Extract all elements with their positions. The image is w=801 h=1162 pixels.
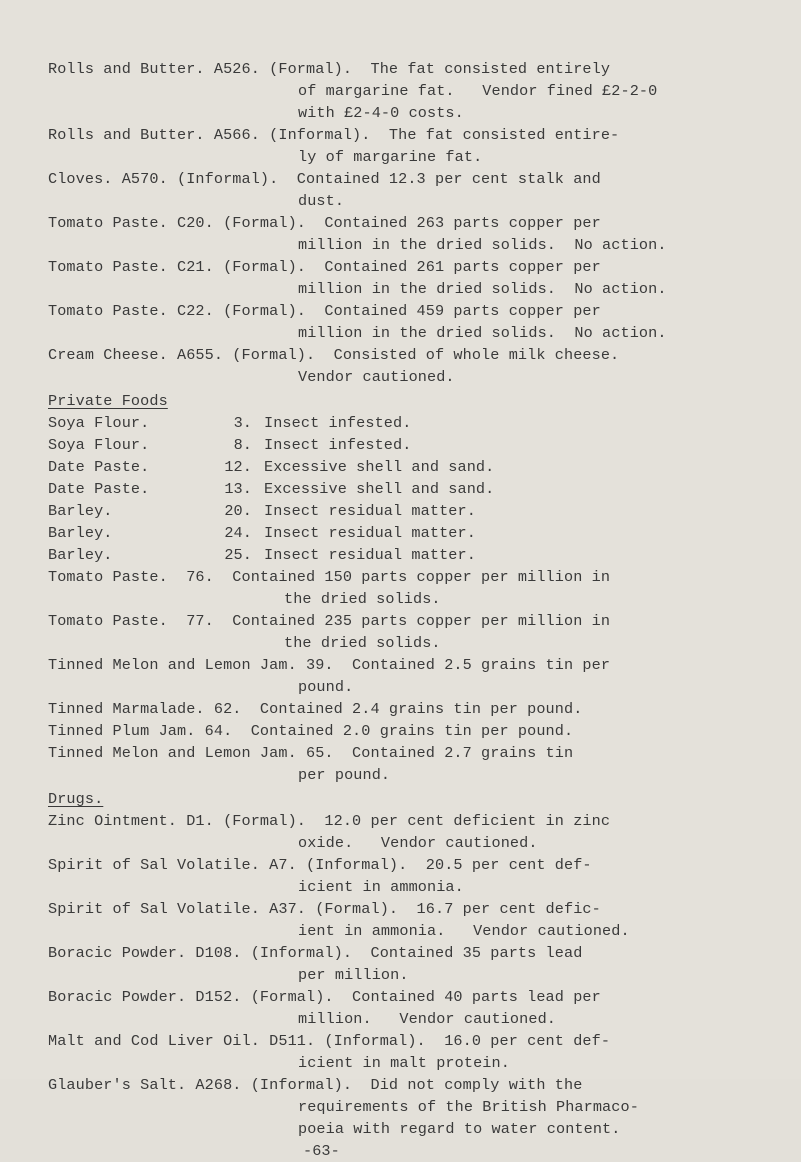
entry-rolls-butter-a526: [48, 58, 768, 124]
entry-first-line: Tomato Paste. C22. (Formal). Contained 459 parts copper per: [48, 302, 601, 320]
private-food-row: [48, 544, 768, 566]
private-food-row: [48, 412, 768, 434]
entry-malt-cod-liver-oil-d511: [48, 1030, 768, 1074]
private-food-row: [48, 456, 768, 478]
entry-sal-volatile-a37: [48, 898, 768, 942]
section-heading-drugs: Drugs.: [48, 790, 104, 808]
entry-tomato-paste-c20: [48, 212, 768, 256]
food-name: Date Paste.: [48, 480, 150, 498]
page-number: -63-: [303, 1142, 340, 1160]
private-food-row: [48, 478, 768, 500]
result-text: Excessive shell and sand.: [264, 480, 495, 498]
entry-first-line: Cream Cheese. A655. (Formal). Consisted of whole milk cheese.: [48, 346, 620, 364]
document-body: [48, 58, 768, 1162]
result-text: Insect residual matter.: [264, 524, 476, 542]
private-food-row: [48, 500, 768, 522]
entry-first-line: Tomato Paste. 77. Contained 235 parts copper per million in: [48, 612, 611, 630]
entry-first-line: Spirit of Sal Volatile. A7. (Informal). 20.5 per cent def-: [48, 856, 592, 874]
sample-number: 12.: [224, 458, 252, 476]
entry-cloves-a570: [48, 168, 768, 212]
private-foods-section: [48, 388, 768, 786]
sample-number: 13.: [224, 480, 252, 498]
entry-first-line: Rolls and Butter. A566. (Informal). The fat consisted entire-: [48, 126, 620, 144]
entry-first-line: Boracic Powder. D108. (Informal). Contained 35 parts lead: [48, 944, 583, 962]
entry-continuation: with £2-4-0 costs.: [298, 104, 464, 122]
entry-rolls-butter-a566: [48, 124, 768, 168]
entry-plum-jam-64: [48, 720, 768, 742]
sample-number: 25.: [224, 546, 252, 564]
entry-continuation: icient in malt protein.: [298, 1054, 510, 1072]
entry-melon-lemon-jam-39: [48, 654, 768, 698]
result-text: Excessive shell and sand.: [264, 458, 495, 476]
entry-first-line: Tinned Melon and Lemon Jam. 39. Contained 2.5 grains tin per: [48, 656, 611, 674]
entry-tomato-paste-77: [48, 610, 768, 654]
entry-continuation: Vendor cautioned.: [298, 368, 455, 386]
section-heading-private-foods: Private Foods: [48, 392, 168, 410]
food-name: Barley.: [48, 524, 113, 542]
sample-number: 3.: [233, 414, 252, 432]
entry-boracic-powder-d152: [48, 986, 768, 1030]
sample-number: 8.: [233, 436, 252, 454]
entry-first-line: Tinned Plum Jam. 64. Contained 2.0 grains tin per pound.: [48, 722, 574, 740]
sample-number: 20.: [224, 502, 252, 520]
entry-first-line: Tinned Marmalade. 62. Contained 2.4 grains tin per pound.: [48, 700, 583, 718]
entry-zinc-ointment-d1: [48, 810, 768, 854]
entry-first-line: Zinc Ointment. D1. (Formal). 12.0 per cent deficient in zinc: [48, 812, 611, 830]
food-name: Barley.: [48, 546, 113, 564]
entry-continuation: the dried solids.: [284, 634, 441, 652]
entry-continuation: million in the dried solids. No action.: [298, 280, 667, 298]
entry-tomato-paste-76: [48, 566, 768, 610]
entry-glaubers-salt-a268: [48, 1074, 768, 1140]
result-text: Insect residual matter.: [264, 546, 476, 564]
entry-melon-lemon-jam-65: [48, 742, 768, 786]
entry-first-line: Tinned Melon and Lemon Jam. 65. Contained 2.7 grains tin: [48, 744, 574, 762]
entry-continuation: pound.: [298, 678, 354, 696]
entry-continuation: icient in ammonia.: [298, 878, 464, 896]
entry-first-line: Tomato Paste. C21. (Formal). Contained 261 parts copper per: [48, 258, 601, 276]
entry-continuation: oxide. Vendor cautioned.: [298, 834, 538, 852]
entry-boracic-powder-d108: [48, 942, 768, 986]
entry-continuation: poeia with regard to water content.: [298, 1120, 621, 1138]
entry-first-line: Malt and Cod Liver Oil. D511. (Informal). 16.0 per cent def-: [48, 1032, 611, 1050]
food-name: Date Paste.: [48, 458, 150, 476]
entry-continuation: per pound.: [298, 766, 391, 784]
entry-tomato-paste-c22: [48, 300, 768, 344]
entry-first-line: Boracic Powder. D152. (Formal). Contained 40 parts lead per: [48, 988, 601, 1006]
result-text: Insect residual matter.: [264, 502, 476, 520]
food-name: Barley.: [48, 502, 113, 520]
entry-cream-cheese-a655: [48, 344, 768, 388]
entry-first-line: Glauber's Salt. A268. (Informal). Did not comply with the: [48, 1076, 583, 1094]
entry-sal-volatile-a7: [48, 854, 768, 898]
entry-first-line: Spirit of Sal Volatile. A37. (Formal). 16.7 per cent defic-: [48, 900, 601, 918]
entry-continuation: of margarine fat. Vendor fined £2-2-0: [298, 82, 658, 100]
entry-continuation: million in the dried solids. No action.: [298, 324, 667, 342]
entry-continuation: million. Vendor cautioned.: [298, 1010, 556, 1028]
entry-first-line: Rolls and Butter. A526. (Formal). The fat consisted entirely: [48, 60, 611, 78]
private-food-row: [48, 434, 768, 456]
entry-first-line: Tomato Paste. C20. (Formal). Contained 263 parts copper per: [48, 214, 601, 232]
entry-continuation: requirements of the British Pharmaco-: [298, 1098, 639, 1116]
entry-continuation: million in the dried solids. No action.: [298, 236, 667, 254]
entry-continuation: per million.: [298, 966, 409, 984]
entry-continuation: dust.: [298, 192, 345, 210]
food-name: Soya Flour.: [48, 414, 150, 432]
entry-continuation: ient in ammonia. Vendor cautioned.: [298, 922, 630, 940]
result-text: Insect infested.: [264, 436, 412, 454]
entry-continuation: ly of margarine fat.: [298, 148, 483, 166]
drugs-section: [48, 786, 768, 1140]
entry-tomato-paste-c21: [48, 256, 768, 300]
entry-continuation: the dried solids.: [284, 590, 441, 608]
private-food-row: [48, 522, 768, 544]
result-text: Insect infested.: [264, 414, 412, 432]
entry-first-line: Tomato Paste. 76. Contained 150 parts copper per million in: [48, 568, 611, 586]
entry-first-line: Cloves. A570. (Informal). Contained 12.3 per cent stalk and: [48, 170, 601, 188]
food-name: Soya Flour.: [48, 436, 150, 454]
entry-marmalade-62: [48, 698, 768, 720]
sample-number: 24.: [224, 524, 252, 542]
